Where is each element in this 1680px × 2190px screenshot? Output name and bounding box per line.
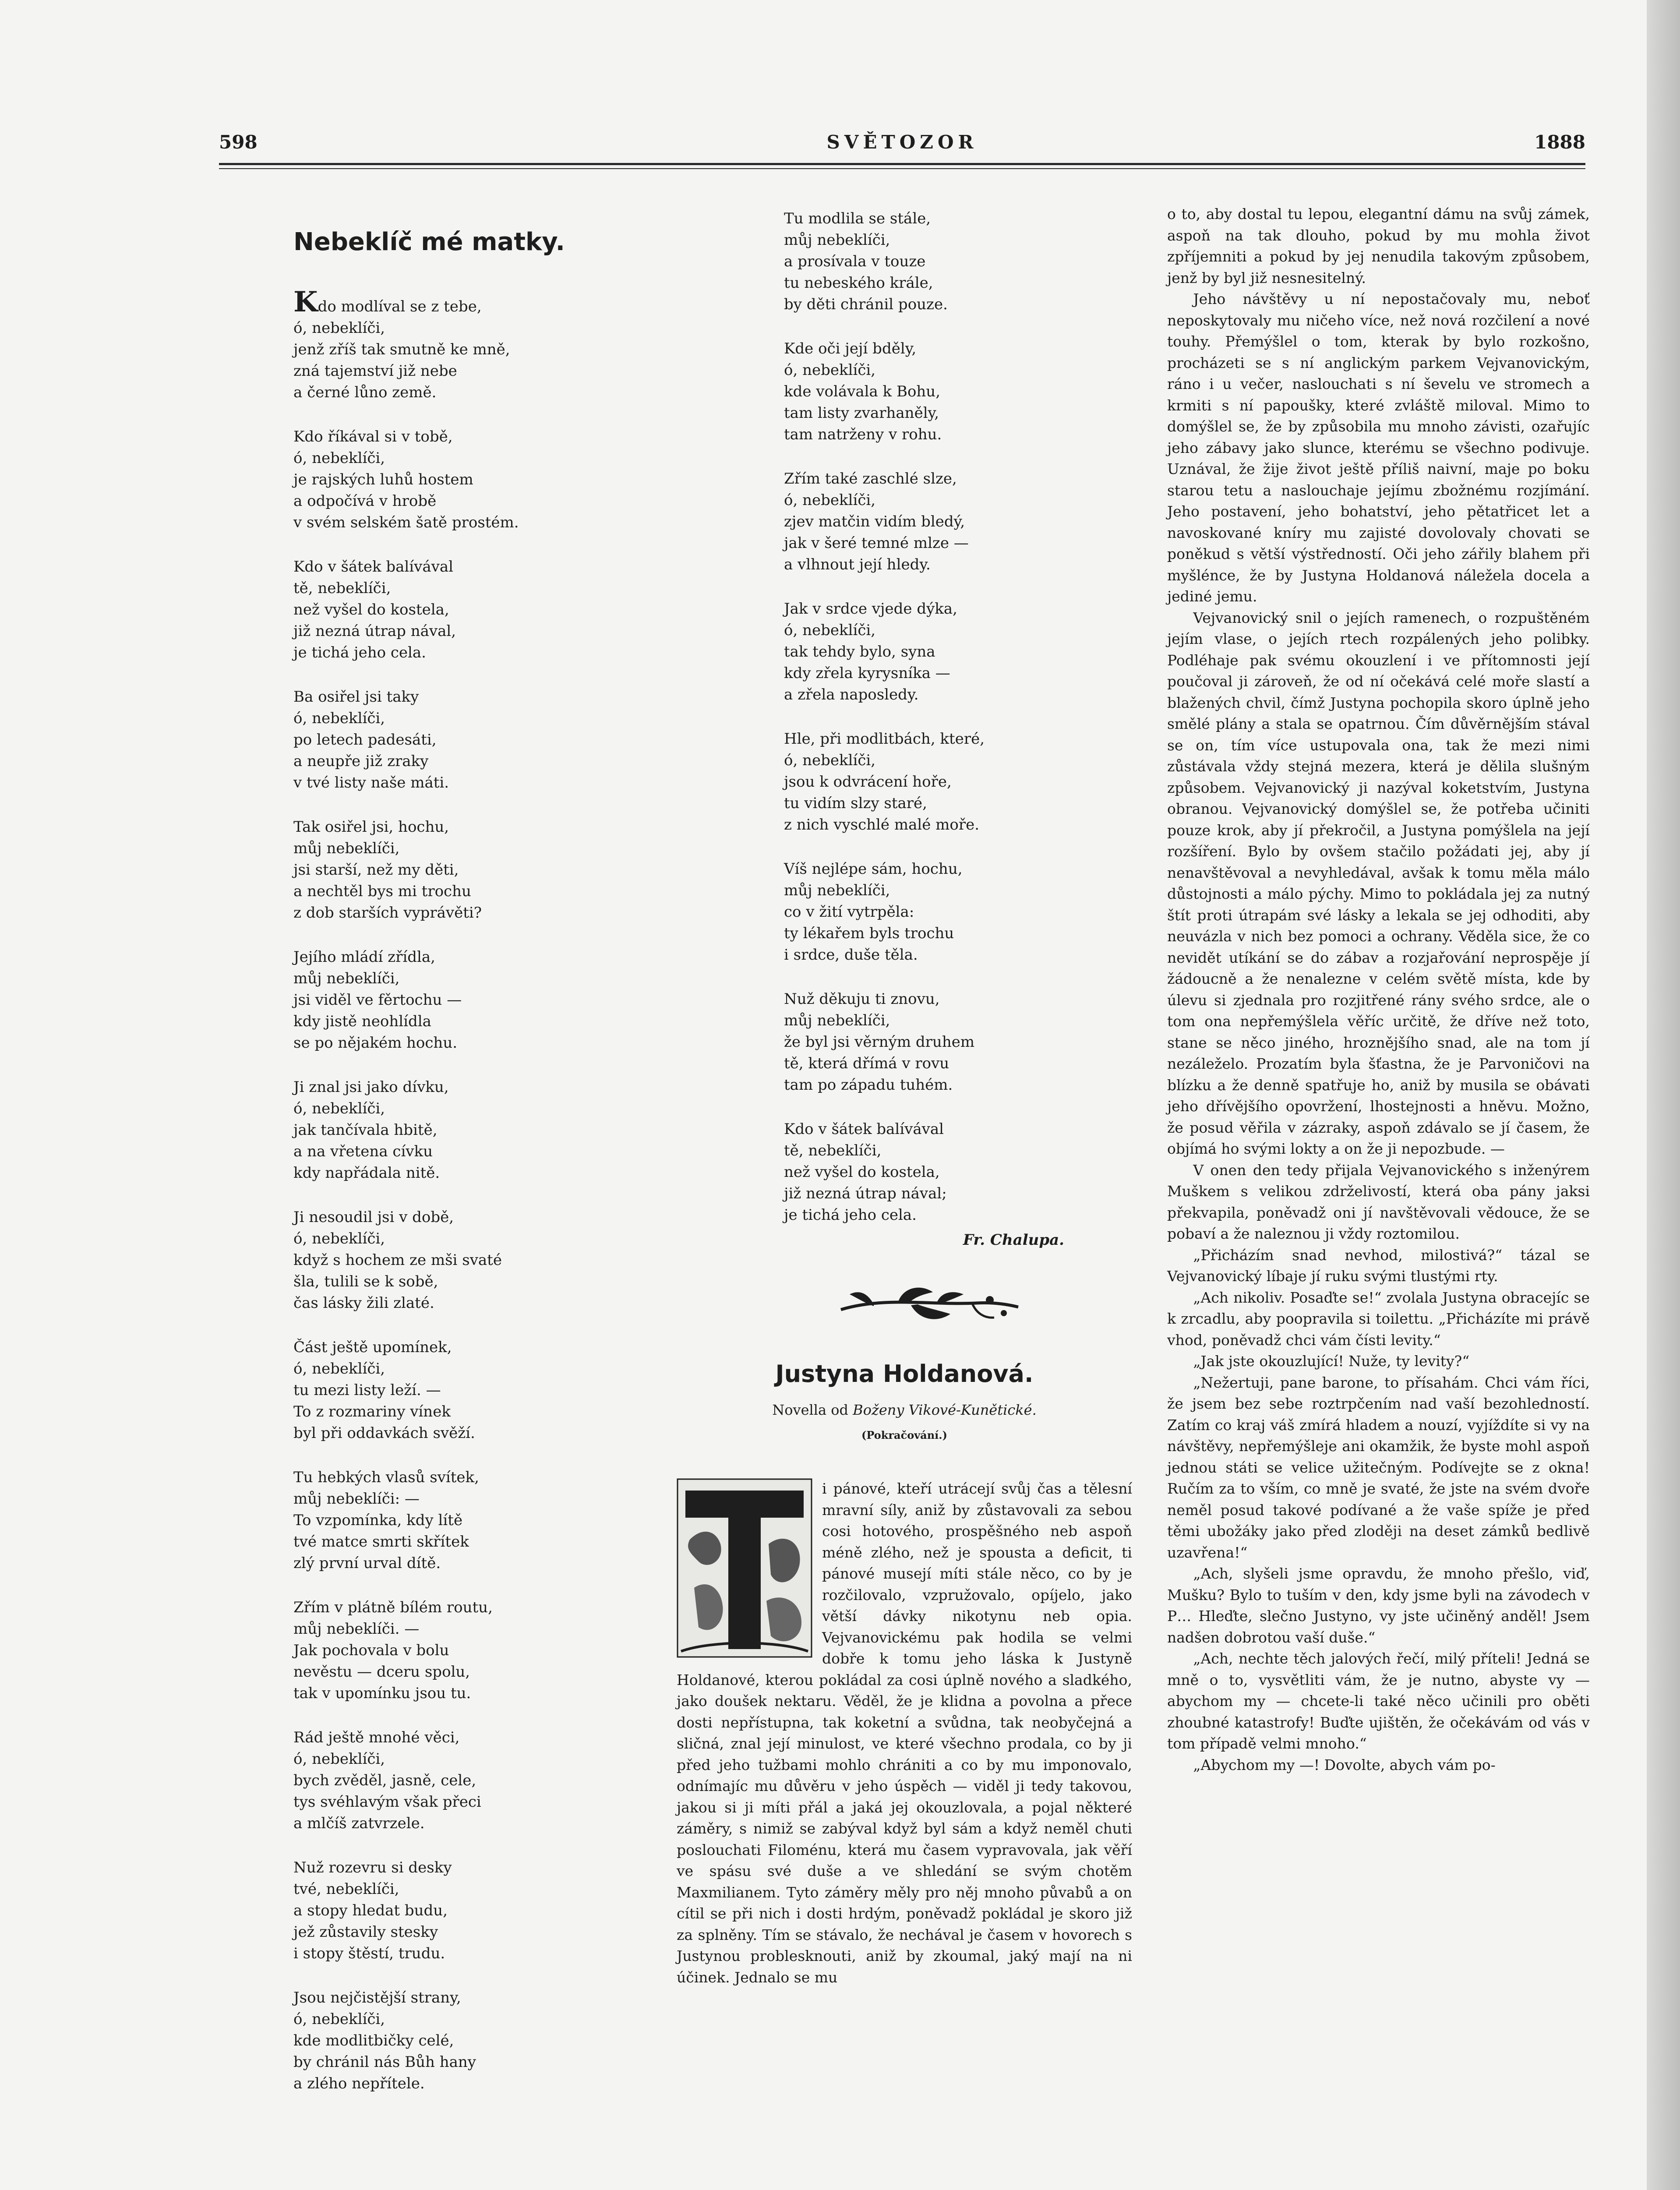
poem-line: Jejího mládí zřídla, [293, 948, 435, 966]
poem-stanzas [293, 286, 556, 2095]
byline-prefix: Novella od [772, 1402, 848, 1418]
poem-stanza [293, 1987, 556, 2095]
poem-line: a zlého nepřítele. [293, 2075, 425, 2092]
poem-line: ó, nebeklíči, [784, 622, 876, 639]
poem-line: kdy jistě neohlídla [293, 1013, 431, 1030]
journal-title: SVĚTOZOR [826, 131, 978, 153]
poem-line: by děti chránil pouze. [784, 296, 948, 313]
poem-stanza [293, 947, 556, 1054]
poem-stanza [293, 1727, 556, 1834]
poem-line: tam natrženy v rohu. [784, 426, 942, 443]
poem-line: ó, nebeklíči, [293, 1360, 385, 1378]
poem-line: můj nebeklíči, [784, 1012, 890, 1029]
poem-stanza [784, 989, 1064, 1096]
illustrated-initial-T-icon [677, 1478, 812, 1658]
poem-line: zlý první urval dítě. [293, 1554, 441, 1572]
poem-line: můj nebeklíči: — [293, 1490, 420, 1508]
poem-line: Kdo v šátek balívával [784, 1120, 944, 1138]
poem-line: ó, nebeklíči, [293, 1750, 385, 1768]
poem-line: a vlhnout její hledy. [784, 556, 931, 573]
poem-stanza [784, 338, 1064, 445]
poem-line: i stopy štěstí, trudu. [293, 1945, 445, 1962]
poem-stanza [784, 468, 1064, 576]
poem-line: než vyšel do kostela, [784, 1163, 940, 1181]
poem-first-line-text: do modlíval se z tebe, [318, 298, 482, 315]
poem-line: Zřím v plátně bílém routu, [293, 1599, 493, 1616]
poem-line: nevěstu — dceru spolu, [293, 1663, 470, 1681]
poem-line: můj nebeklíči, [293, 840, 400, 857]
poem-line: v svém selském šatě prostém. [293, 514, 519, 531]
byline-author: Boženy Vikové-Kunětické. [853, 1402, 1037, 1418]
poem-stanzas-continued [784, 208, 1064, 1226]
poem-line: čas lásky žili zlaté. [293, 1294, 434, 1312]
poem-line: tvé, nebeklíči, [293, 1880, 399, 1898]
poem-line: Kde oči její bděly, [784, 340, 917, 357]
poem-line: tak v upomínku jsou tu. [293, 1685, 471, 1702]
poem-stanza [293, 426, 556, 533]
poem-line: tu nebeského krále, [784, 274, 933, 292]
poem-line: Jsou nejčistější strany, [293, 1989, 461, 2006]
poem-line: Jak v srdce vjede dýka, [784, 600, 957, 618]
poem-line: Rád ještě mnohé věci, [293, 1729, 460, 1746]
poem-line: Tu modlila se stále, [784, 210, 931, 227]
poem-line: již nezná útrap nával, [293, 622, 456, 640]
poem-line: je tichá jeho cela. [293, 644, 426, 661]
poem-line: můj nebeklíči, [784, 231, 890, 249]
floral-ornament-icon [832, 1279, 1025, 1327]
poem-line: a zřela naposledy. [784, 686, 919, 703]
poem-line: můj nebeklíči, [293, 970, 400, 987]
continued-note: (Pokračování.) [861, 1429, 947, 1441]
poem-line: a prosívala v touze [784, 253, 926, 270]
poem-line: ó, nebeklíči, [784, 491, 876, 509]
poem-line: Jak pochovala v bolu [293, 1642, 449, 1659]
poem-line: a odpočívá v hrobě [293, 492, 437, 510]
poem-stanza [293, 686, 556, 794]
poem-line: jsi starší, než my děti, [293, 861, 459, 879]
poem-line: ó, nebeklíči, [293, 1100, 385, 1117]
novella-paragraph: i pánové, kteří utrácejí svůj čas a tělesní mravní síly, aniž by zůstavovali za sebou cosi hotového, prospěšného neb aspoň méně zlého, než je spousta a deficit, ti pánové musejí míti stále něco, co by je rozčilovalo, vzpružovalo, opíjelo, jako větší dávky nikotynu neb opia. Vejvanovickému pak hodila se velmi dobře k tomu jeho láska k Justyně Holdanové, kterou pokládal za cosi úplně nového a sladkého, jako doušek nektaru. Věděl, že je klidna a povolna a přece dosti nepřístupna, tak koketní a svůdna, tak neobyčejná a sličná, znal její minulost, ve které všechno prodala, co by ji před jeho tužbami mohlo chrániti a co by mu imponovalo, odnímajíc mu důvěru v jeho úspěch — viděl ji tedy takovou, jakou si ji míti přál a jaká jej okouzlovala, a pojal některé záměry, s nimiž se zabýval když byl sám a když neměl chuti poslouchati Filoménu, která mu časem vypravovala, jak věří ve spásu své duše a ve shledání se svým chotěm Maxmilianem. Tyto záměry měly pro něj mnoho půvabů a on cítil se při nich i dosti hrdým, poněvadž pokládal je skoro již za splněny. Tím se stávalo, že nechával je časem v hovorech s Justynou problesknouti, aniž by zkoumal, jaký mají na ni účinek. Jednalo se mu [677, 1480, 1132, 1986]
poem-line: z dob starších vyprávěti? [293, 904, 482, 922]
novella-paragraph: „Jak jste okouzlující! Nuže, ty levity?“ [1193, 1353, 1470, 1370]
poem-line: ó, nebeklíči, [293, 1230, 385, 1247]
novella-paragraph: „Ach nikoliv. Posaďte se!“ zvolala Justyna obracejíc se k zrcadlu, aby poopravila si toilettu. „Přicházíte mi právě vhod, poněvadž chci vám čísti levity.“ [1167, 1289, 1590, 1349]
poem-line: tu vidím slzy staré, [784, 795, 927, 812]
poem-line: Hle, při modlitbách, které, [784, 730, 985, 748]
poem-line: a černé lůno země. [293, 384, 437, 401]
poem-column-1 [293, 228, 565, 2117]
poem-line: kde modlitbičky celé, [293, 2032, 454, 2049]
poem-line: se po nějakém hochu. [293, 1034, 458, 1052]
poem-line: z nich vyschlé malé moře. [784, 816, 980, 834]
poem-column-2 [784, 208, 1064, 1249]
poem-line: Kdo říkával si v tobě, [293, 428, 453, 445]
poem-line: ó, nebeklíči, [293, 449, 385, 467]
novella-byline [677, 1402, 1132, 1418]
poem-line: ty lékařem byls trochu [784, 925, 954, 942]
poem-line: jak v šeré temné mlze — [784, 534, 969, 552]
poem-stanza [293, 1597, 556, 1704]
poem-line: když s hochem ze mši svaté [293, 1251, 502, 1269]
poem-line: v tvé listy naše máti. [293, 774, 449, 791]
poem-stanza [293, 816, 556, 924]
novella-paragraph: V onen den tedy přijala Vejvanovického s inženýrem Muškem s velikou zdrželivostí, která oba pány jaksi překvapila, poněvadž oni jí navštěvovali vědouce, že se pobaví a že naleznou ji vždy roztomilou. [1167, 1161, 1590, 1242]
poem-line: zjev matčin vidím bledý, [784, 513, 965, 530]
poem-line: tě, nebeklíči, [784, 1142, 882, 1159]
poem-line: kde volávala k Bohu, [784, 383, 941, 400]
poem-stanza [784, 728, 1064, 836]
poem-author: Fr. Chalupa. [963, 1231, 1064, 1249]
novella-column-2 [1167, 204, 1590, 1776]
poem-line: tu mezi listy leží. — [293, 1381, 441, 1399]
poem-line: Kdo v šátek balívával [293, 558, 453, 576]
poem-line: ó, nebeklíči, [784, 752, 876, 769]
poem-line: ó, nebeklíči, [784, 361, 876, 379]
poem-line: tys svéhlavým však přeci [293, 1793, 481, 1811]
poem-stanza [293, 286, 556, 403]
poem-line: by chránil nás Bůh hany [293, 2053, 476, 2071]
novella-paragraph: „Ach, nechte těch jalových řečí, milý příteli! Jedná se mně o to, vysvětliti vám, že je nutno, abyste vy — abychom my — chcete-li také něco učinili pro oběti zhoubné katastrofy! Buďte ujištěn, že očekávám od vás v tom případě velmi mnoho.“ [1167, 1650, 1590, 1752]
poem-line: po letech padesáti, [293, 731, 437, 749]
novella-column-1 [677, 1478, 1132, 1988]
poem-line: již nezná útrap nával; [784, 1185, 947, 1202]
poem-dropcap: K [293, 286, 318, 318]
header-rule [219, 163, 1585, 165]
scan-margin [1647, 0, 1680, 2190]
novella-paragraph: „Přicházím snad nevhod, milostivá?“ tázal se Vejvanovický líbaje jí ruku svými tlustými rty. [1167, 1246, 1590, 1285]
novella-title: Justyna Holdanová. [775, 1360, 1034, 1388]
novella-paragraph: „Abychom my —! Dovolte, abych vám po- [1193, 1756, 1496, 1773]
poem-stanza [293, 1857, 556, 1964]
poem-stanza [784, 208, 1064, 315]
poem-line: jsi viděl ve fěrtochu — [293, 991, 462, 1009]
poem-line: Ji nesoudil jsi v době, [293, 1208, 454, 1226]
poem-line: tě, která dřímá v rovu [784, 1055, 949, 1072]
poem-line: než vyšel do kostela, [293, 601, 449, 618]
poem-line: Ba osiřel jsi taky [293, 688, 419, 706]
poem-line: je rajských luhů hostem [293, 471, 473, 488]
poem-line: Ji znal jsi jako dívku, [293, 1078, 449, 1096]
poem-title: Nebeklíč mé matky. [293, 228, 565, 256]
poem-line: můj nebeklíči. — [293, 1620, 420, 1638]
header-rule-thin [219, 168, 1585, 169]
novella-paragraph: o to, aby dostal tu lepou, elegantní dámu na svůj zámek, aspoň na tak dlouho, pokud by mu mohla život zpříjemniti a pokud by jej nenudila takovým způsobem, jenž by byl již nesnesitelný. [1167, 205, 1590, 286]
running-header [219, 131, 1585, 158]
poem-line: bych zvěděl, jasně, cele, [293, 1772, 476, 1789]
poem-line: byl při oddavkách svěží. [293, 1424, 475, 1442]
poem-line: Tak osiřel jsi, hochu, [293, 818, 449, 836]
poem-stanza [293, 556, 556, 664]
poem-stanza [293, 1207, 556, 1314]
poem-line: zná tajemství již nebe [293, 362, 457, 380]
poem-line: tak tehdy bylo, syna [784, 643, 935, 661]
poem-line: Část ještě upomínek, [293, 1339, 452, 1356]
novella-paragraph: Vejvanovický snil o jejích ramenech, o rozpuštěném jejím vlase, o jejích rtech rozpálených jeho polibky. Podléhaje pak svému okouzlení i ve přítomnosti její poučoval ji zároveň, že od ní očekává celé moře slastí a blažených chvil, čímž Justyna pochopila skoro úplně jeho smělé plány a stala se opatrnou. Čím důvěrnějším stával se on, tím více ustupovala ona, tak že mezi nimi zůstávala vždy stejná mezera, která je dělila slušným způsobem. Vejvanovický ji nazýval koketstvím, Justyna obranou. Vejvanovický domýšlel se, že potřeba učiniti pouze krok, aby jí překročil, a Justyna pomýšlela na její rozšíření. Bylo by ovšem stačilo požádati jej, aby jí nenavštěvoval a nevyhledával, avšak k tomu měla málo důstojnosti a málo pýchy. Mimo to pokládala jej za nutný štít proti útrapám své lásky a lekala se jej odhoditi, aby neuvázla v nich bez pomoci a ochrany. Věděla sice, že co nevidět utíkání se do zábav a rozjařování neprospěje jí žádoucně a že nenalezne v celém světě místa, kde by úlevu si zjednala pro rozjitřené rány svého srdce, ale o tom ona nepřemýšlela věříc určitě, že dříve než toto, stane se něco jiného, hroznějšího snad, ale na tom jí nezáleželo. Prozatím byla šťastna, že je Parvoničovi na blízku a že denně spatřuje ho, aniž by musila se obávati jeho dřívějšího opovržení, lhostejnosti a hněvu. Možno, že posud věřila v zázraky, aspoň zdávalo se jí časem, že objímá ho svými lokty a on že ji nepozbude. — [1167, 609, 1590, 1157]
poem-line: jak tančívala hbitě, [293, 1121, 438, 1139]
poem-line: Nuž děkuju ti znovu, [784, 990, 940, 1008]
poem-stanza [784, 598, 1064, 706]
poem-line: můj nebeklíči, [784, 882, 890, 899]
poem-line: a neupře již zraky [293, 752, 429, 770]
poem-line: ó, nebeklíči, [293, 2010, 385, 2028]
poem-line: a na vřetena cívku [293, 1143, 433, 1160]
poem-line: tam listy zvarhaněly, [784, 404, 939, 422]
poem-line: kdy zřela kyrysníka — [784, 664, 950, 682]
poem-first-line [293, 286, 556, 318]
page-number: 598 [219, 131, 258, 153]
poem-line: jež zůstavily stesky [293, 1923, 438, 1941]
poem-line: Zřím také zaschlé slze, [784, 470, 957, 487]
poem-line: i srdce, duše těla. [784, 946, 918, 964]
poem-stanza [784, 858, 1064, 966]
novella-paragraph: Jeho návštěvy u ní nepostačovaly mu, neboť neposkytovaly mu ničeho více, než nová rozčilení a nové touhy. Přemýšlel o tom, kterak by bylo rozkošno, procházeti se s ní anglickým parkem Vejvanovickým, ráno i u večer, naslouchati s ní ševelu ve stromech a krmiti s ní papoušky, které zvláště miloval. Mimo to domýšlel se, že by způsobila mu mnoho závisti, ozařujíc jeho zábavy jako slunce, kterému se všechno podivuje. Uznával, že žije život ještě příliš naivní, maje po boku starou tetu a naslouchaje jejímu zbožnému rozjímání. Jeho postavení, jeho bohatství, jeho pětatřicet let a navoskované kníry mu zajisté dovolovaly chovati se poněkud s větší výstředností. Oči jeho zářily blahem při myšlénce, že by Justyna Holdanová náležela docela a jediné jemu. [1167, 290, 1590, 605]
poem-line: tvé matce smrti skřítek [293, 1533, 469, 1551]
poem-stanza [293, 1467, 556, 1574]
poem-stanza [784, 1119, 1064, 1226]
poem-line: Nuž rozevru si desky [293, 1859, 452, 1876]
poem-line: To z rozmariny vínek [293, 1403, 451, 1420]
poem-line: kdy napřádala nitě. [293, 1164, 440, 1182]
issue-year: 1888 [1534, 131, 1585, 153]
poem-line: tě, nebeklíči, [293, 579, 391, 597]
poem-line: je tichá jeho cela. [784, 1206, 917, 1224]
novella-paragraph: „Nežertuji, pane barone, to přísahám. Chci vám říci, že jsem bez sebe roztrpčením nad vaší bezohledností. Zatím co kraj váš zmírá hladem a nouzí, vyjíždíte si vy na návštěvy, nepřemýšleje ani okamžik, že byste mohl aspoň jednou státi se velice užitečným. Podívejte se z okna! Ručím za to vším, co mně je svaté, že jste na svém dvoře neměl posud takové podívané a že vaše spíže je před těmi ubožáky jako před zloději na deset zámků bedlivě uzavřena!“ [1167, 1374, 1590, 1561]
poem-line: Tu hebkých vlasů svítek, [293, 1469, 479, 1486]
poem-line: a mlčíš zatvrzele. [293, 1815, 425, 1832]
poem-line: a stopy hledat budu, [293, 1902, 448, 1919]
poem-line: Víš nejlépe sám, hochu, [784, 860, 963, 878]
poem-stanza [293, 1337, 556, 1444]
poem-line: co v žití vytrpěla: [784, 903, 914, 921]
poem-line: šla, tulili se k sobě, [293, 1273, 438, 1290]
poem-line: ó, nebeklíči, [293, 710, 385, 727]
novella-col2-text [1167, 204, 1590, 1776]
poem-line: a nechtěl bys mi trochu [293, 883, 471, 900]
novella-paragraph: „Ach, slyšeli jsme opravdu, že mnoho přešlo, viď, Mušku? Bylo to tuším v den, kdy jsme byli na závodech v P… Hleďte, slečno Justyno, vy jste učiněný anděl! Jsem nadšen dobrotou vaší duše.“ [1167, 1565, 1590, 1646]
poem-line: jenž zříš tak smutně ke mně, [293, 341, 510, 358]
poem-line: že byl jsi věrným druhem [784, 1033, 975, 1051]
poem-line: jsou k odvrácení hoře, [784, 773, 952, 791]
poem-line: tam po západu tuhém. [784, 1076, 953, 1094]
poem-stanza [293, 1077, 556, 1184]
poem-line: ó, nebeklíči, [293, 319, 385, 337]
poem-line: To vzpomínka, kdy lítě [293, 1512, 463, 1529]
